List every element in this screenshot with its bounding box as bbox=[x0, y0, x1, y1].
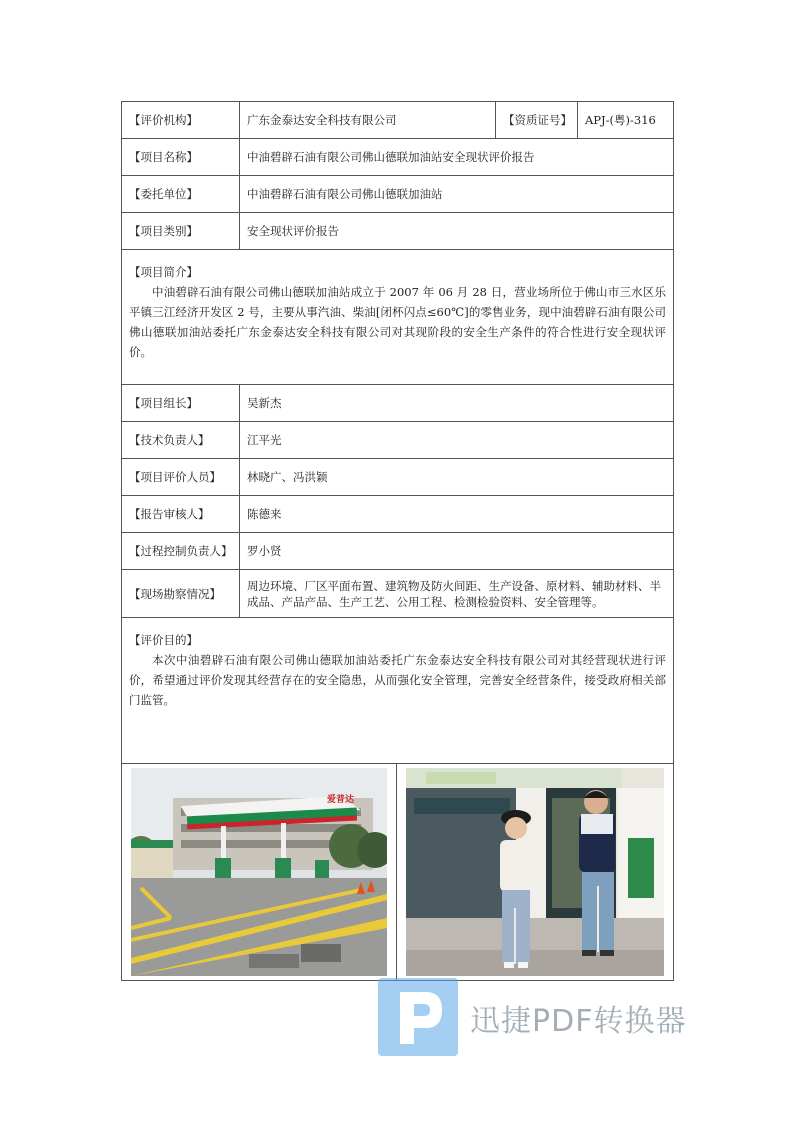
category-value: 安全现状评价报告 bbox=[240, 213, 674, 250]
tech-value: 江平光 bbox=[240, 422, 674, 459]
intro-text: 中油碧辟石油有限公司佛山德联加油站成立于 2007 年 06 月 28 日，营业场所位于佛山市三水区乐平镇三江经济开发区 2 号，主要从事汽油、柴油[闭杯闪点≤60℃]的零售业务，现中油碧辟石油有限公司佛山德联加油站委托广东金泰达安全科技有限公司对其现阶段的安全生产条件的符合性进行安全现状评价。 bbox=[129, 285, 666, 359]
reviewer-value: 陈德来 bbox=[240, 496, 674, 533]
category-label: 【项目类别】 bbox=[122, 213, 240, 250]
evaluators-value: 林晓广、冯洪颖 bbox=[240, 459, 674, 496]
intro-label: 【项目简介】 bbox=[129, 265, 198, 279]
cert-label: 【资质证号】 bbox=[496, 102, 578, 139]
process-value: 罗小贤 bbox=[240, 533, 674, 570]
info-table bbox=[121, 101, 674, 981]
purpose-label: 【评价目的】 bbox=[129, 633, 198, 647]
purpose-section bbox=[122, 618, 674, 764]
org-label: 【评价机构】 bbox=[122, 102, 240, 139]
client-value: 中油碧辟石油有限公司佛山德联加油站 bbox=[240, 176, 674, 213]
project-name-value: 中油碧辟石油有限公司佛山德联加油站安全现状评价报告 bbox=[240, 139, 674, 176]
reviewer-label: 【报告审核人】 bbox=[122, 496, 240, 533]
cert-value: APJ-(粤)-316 bbox=[578, 102, 674, 139]
survey-value: 周边环境、厂区平面布置、建筑物及防火间距、生产设备、原材料、辅助材料、半成品、产品产品、生产工艺、公用工程、检测检验资料、安全管理等。 bbox=[240, 570, 674, 618]
survey-label: 【现场勘察情况】 bbox=[122, 570, 240, 618]
report-document bbox=[121, 101, 673, 981]
photo-divider bbox=[396, 764, 397, 980]
purpose-text: 本次中油碧辟石油有限公司佛山德联加油站委托广东金泰达安全科技有限公司对其经营现状进行评价，希望通过评价发现其经营存在的安全隐患，从而强化安全管理，完善安全经营条件，接受政府相关部门监管。 bbox=[129, 653, 666, 707]
leader-value: 吴新杰 bbox=[240, 385, 674, 422]
process-label: 【过程控制负责人】 bbox=[122, 533, 240, 570]
converter-watermark bbox=[378, 978, 738, 1058]
leader-label: 【项目组长】 bbox=[122, 385, 240, 422]
intro-section bbox=[122, 250, 674, 385]
evaluators-label: 【项目评价人员】 bbox=[122, 459, 240, 496]
site-visit-photo bbox=[406, 768, 664, 976]
watermark-text: 迅捷PDF转换器 bbox=[470, 1004, 687, 1039]
gas-station-photo bbox=[131, 768, 387, 976]
org-value: 广东金泰达安全科技有限公司 bbox=[240, 102, 496, 139]
project-name-label: 【项目名称】 bbox=[122, 139, 240, 176]
photo-row bbox=[122, 764, 674, 981]
pdf-logo-icon bbox=[378, 978, 458, 1056]
tech-label: 【技术负责人】 bbox=[122, 422, 240, 459]
station-sign-text: 爱普达 bbox=[327, 795, 355, 805]
client-label: 【委托单位】 bbox=[122, 176, 240, 213]
